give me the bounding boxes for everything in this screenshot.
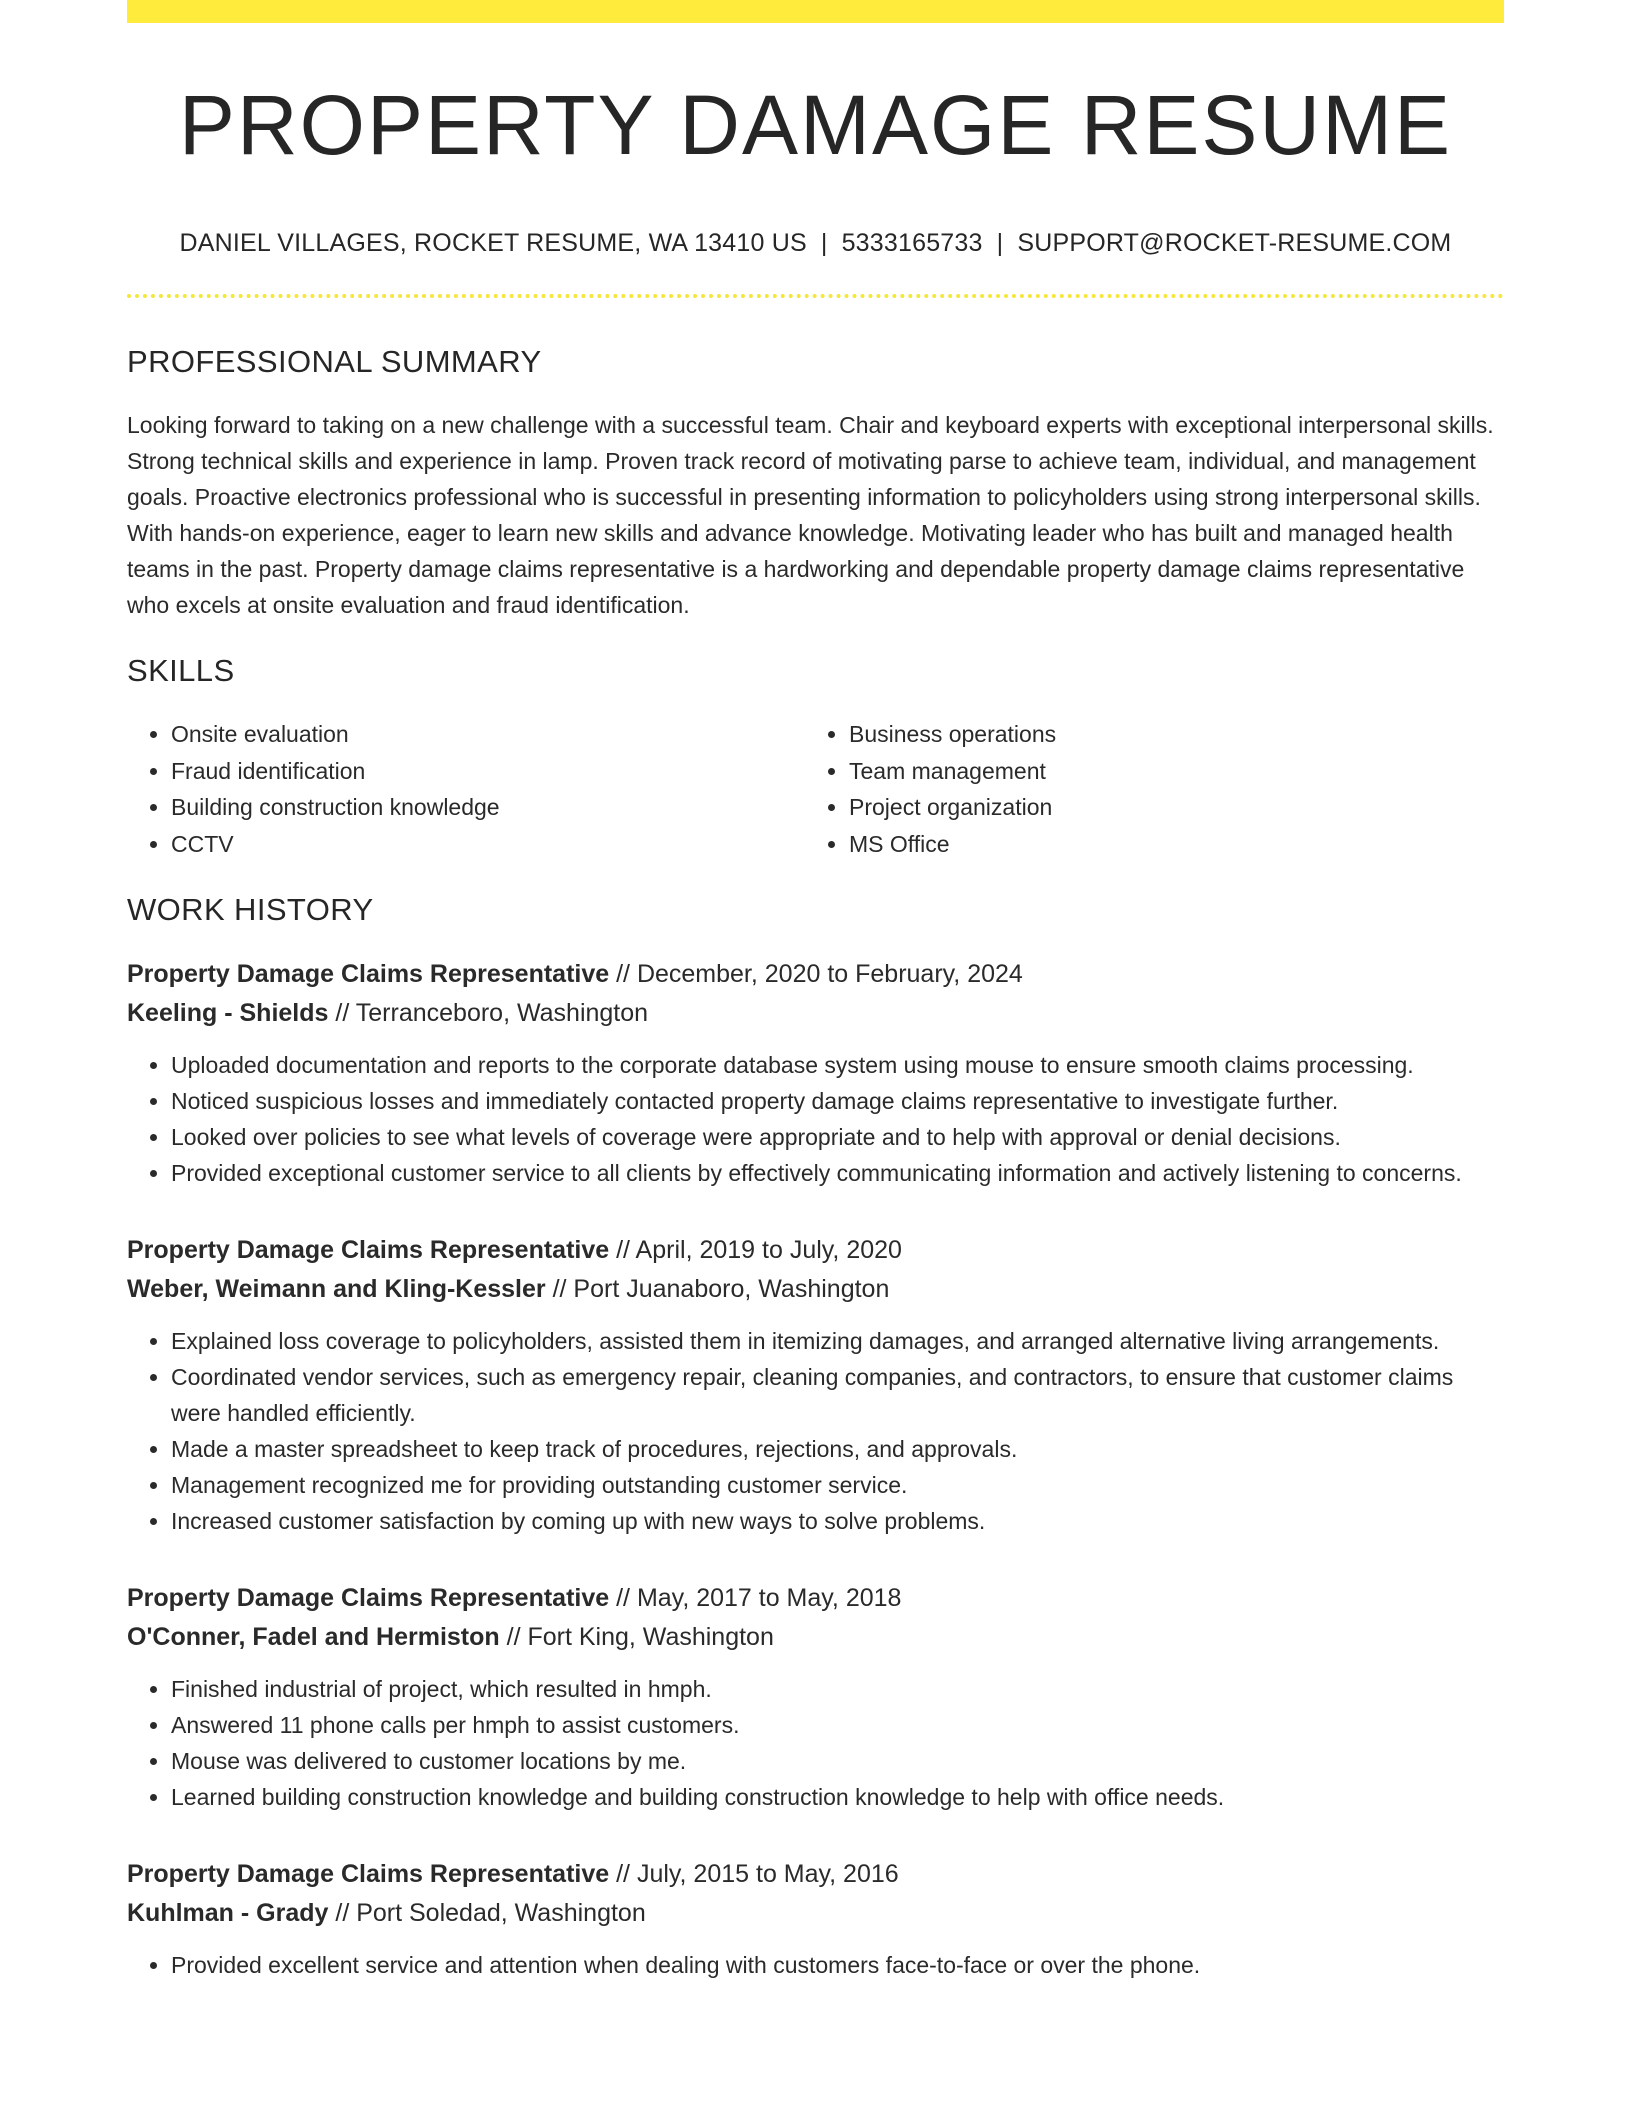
skills-list-right bbox=[805, 716, 1483, 862]
job-location: // Port Juanaboro, Washington bbox=[545, 1275, 890, 1303]
accent-top-bar bbox=[127, 0, 1504, 23]
contact-separator: | bbox=[996, 229, 1004, 257]
resume-page bbox=[127, 0, 1504, 1983]
skills-section bbox=[127, 655, 1504, 862]
job-location: // Terranceboro, Washington bbox=[328, 999, 649, 1027]
skills-heading: SKILLS bbox=[127, 653, 235, 688]
skill-item: • Project organization bbox=[849, 789, 1483, 826]
job-title-line bbox=[127, 1231, 1504, 1270]
job-company-line bbox=[127, 1618, 1504, 1657]
skill-item: • Building construction knowledge bbox=[171, 789, 805, 826]
job-title-line bbox=[127, 1855, 1504, 1894]
dotted-divider bbox=[127, 294, 1504, 298]
contact-separator: | bbox=[820, 229, 828, 257]
job-dates: // April, 2019 to July, 2020 bbox=[609, 1236, 902, 1264]
summary-heading: PROFESSIONAL SUMMARY bbox=[127, 344, 542, 379]
job-dates: // July, 2015 to May, 2016 bbox=[609, 1860, 899, 1888]
job-title: Property Damage Claims Representative bbox=[127, 960, 610, 988]
contact-email: SUPPORT@ROCKET-RESUME.COM bbox=[1017, 229, 1452, 257]
job-company: Weber, Weimann and Kling-Kessler bbox=[127, 1275, 546, 1303]
job-bullet: • Management recognized me for providing outstanding customer service. bbox=[171, 1467, 1504, 1503]
job-bullet: • Coordinated vendor services, such as emergency repair, cleaning companies, and contractors, to ensure that customer claims were handled efficiently. bbox=[171, 1359, 1504, 1431]
job-title: Property Damage Claims Representative bbox=[127, 1584, 610, 1612]
job-location: // Fort King, Washington bbox=[499, 1623, 774, 1651]
job-bullet: • Noticed suspicious losses and immediately contacted property damage claims representative to investigate further. bbox=[171, 1083, 1504, 1119]
job-company: Keeling - Shields bbox=[127, 999, 329, 1027]
job-bullet: • Made a master spreadsheet to keep track of procedures, rejections, and approvals. bbox=[171, 1431, 1504, 1467]
job-title-line bbox=[127, 955, 1504, 994]
skill-item: • Onsite evaluation bbox=[171, 716, 805, 753]
contact-phone: 5333165733 bbox=[841, 229, 983, 257]
job-title-line bbox=[127, 1579, 1504, 1618]
job-dates: // May, 2017 to May, 2018 bbox=[609, 1584, 902, 1612]
skill-item: • CCTV bbox=[171, 826, 805, 863]
contact-line bbox=[127, 231, 1504, 256]
job-title: Property Damage Claims Representative bbox=[127, 1236, 610, 1264]
job-location: // Port Soledad, Washington bbox=[328, 1899, 646, 1927]
summary-section bbox=[127, 346, 1504, 623]
job-bullet: • Uploaded documentation and reports to the corporate database system using mouse to ensure smooth claims processing. bbox=[171, 1047, 1504, 1083]
job-bullet: • Finished industrial of project, which resulted in hmph. bbox=[171, 1671, 1504, 1707]
job-bullet: • Learned building construction knowledge and building construction knowledge to help with office needs. bbox=[171, 1779, 1504, 1815]
job-company: O'Conner, Fadel and Hermiston bbox=[127, 1623, 500, 1651]
job-bullet: • Provided excellent service and attention when dealing with customers face-to-face or over the phone. bbox=[171, 1947, 1504, 1983]
contact-address: DANIEL VILLAGES, ROCKET RESUME, WA 13410 US bbox=[179, 229, 807, 257]
job-bullet: • Increased customer satisfaction by coming up with new ways to solve problems. bbox=[171, 1503, 1504, 1539]
skill-item: • Fraud identification bbox=[171, 753, 805, 790]
job-bullet: • Answered 11 phone calls per hmph to assist customers. bbox=[171, 1707, 1504, 1743]
job-bullet: • Mouse was delivered to customer locations by me. bbox=[171, 1743, 1504, 1779]
skill-item: • Business operations bbox=[849, 716, 1483, 753]
job-entry bbox=[127, 955, 1504, 1191]
job-company-line bbox=[127, 1270, 1504, 1309]
work-history-section bbox=[127, 894, 1504, 1983]
job-bullets bbox=[127, 1323, 1504, 1539]
job-bullets bbox=[127, 1947, 1504, 1983]
page-title: PROPERTY DAMAGE RESUME bbox=[178, 78, 1453, 172]
skills-columns bbox=[127, 716, 1504, 862]
job-dates: // December, 2020 to February, 2024 bbox=[609, 960, 1023, 988]
job-company-line bbox=[127, 1894, 1504, 1933]
job-bullet: • Provided exceptional customer service to all clients by effectively communicating information and actively listening to concerns. bbox=[171, 1155, 1504, 1191]
job-bullets bbox=[127, 1671, 1504, 1815]
job-company-line bbox=[127, 994, 1504, 1033]
job-title: Property Damage Claims Representative bbox=[127, 1860, 610, 1888]
job-entry bbox=[127, 1579, 1504, 1815]
skill-item: • Team management bbox=[849, 753, 1483, 790]
job-company: Kuhlman - Grady bbox=[127, 1899, 329, 1927]
summary-text: Looking forward to taking on a new challenge with a successful team. Chair and keyboard experts with exceptional interpersonal skills. Strong technical skills and experience in lamp. Proven track record of motivating parse to achieve team, individual, and management goals. Proactive electronics professional who is successful in presenting information to policyholders using strong interpersonal skills. With hands-on experience, eager to learn new skills and advance knowledge. Motivating leader who has built and managed health teams in the past. Property damage claims representative is a hardworking and dependable property damage claims representative who excels at onsite evaluation and fraud identification. bbox=[127, 412, 1494, 618]
job-bullet: • Looked over policies to see what levels of coverage were appropriate and to help with approval or denial decisions. bbox=[171, 1119, 1504, 1155]
work-history-heading: WORK HISTORY bbox=[127, 892, 374, 927]
skills-list-left bbox=[127, 716, 805, 862]
skill-item: • MS Office bbox=[849, 826, 1483, 863]
job-entry bbox=[127, 1855, 1504, 1983]
job-bullet: • Explained loss coverage to policyholders, assisted them in itemizing damages, and arranged alternative living arrangements. bbox=[171, 1323, 1504, 1359]
job-bullets bbox=[127, 1047, 1504, 1191]
job-entry bbox=[127, 1231, 1504, 1539]
